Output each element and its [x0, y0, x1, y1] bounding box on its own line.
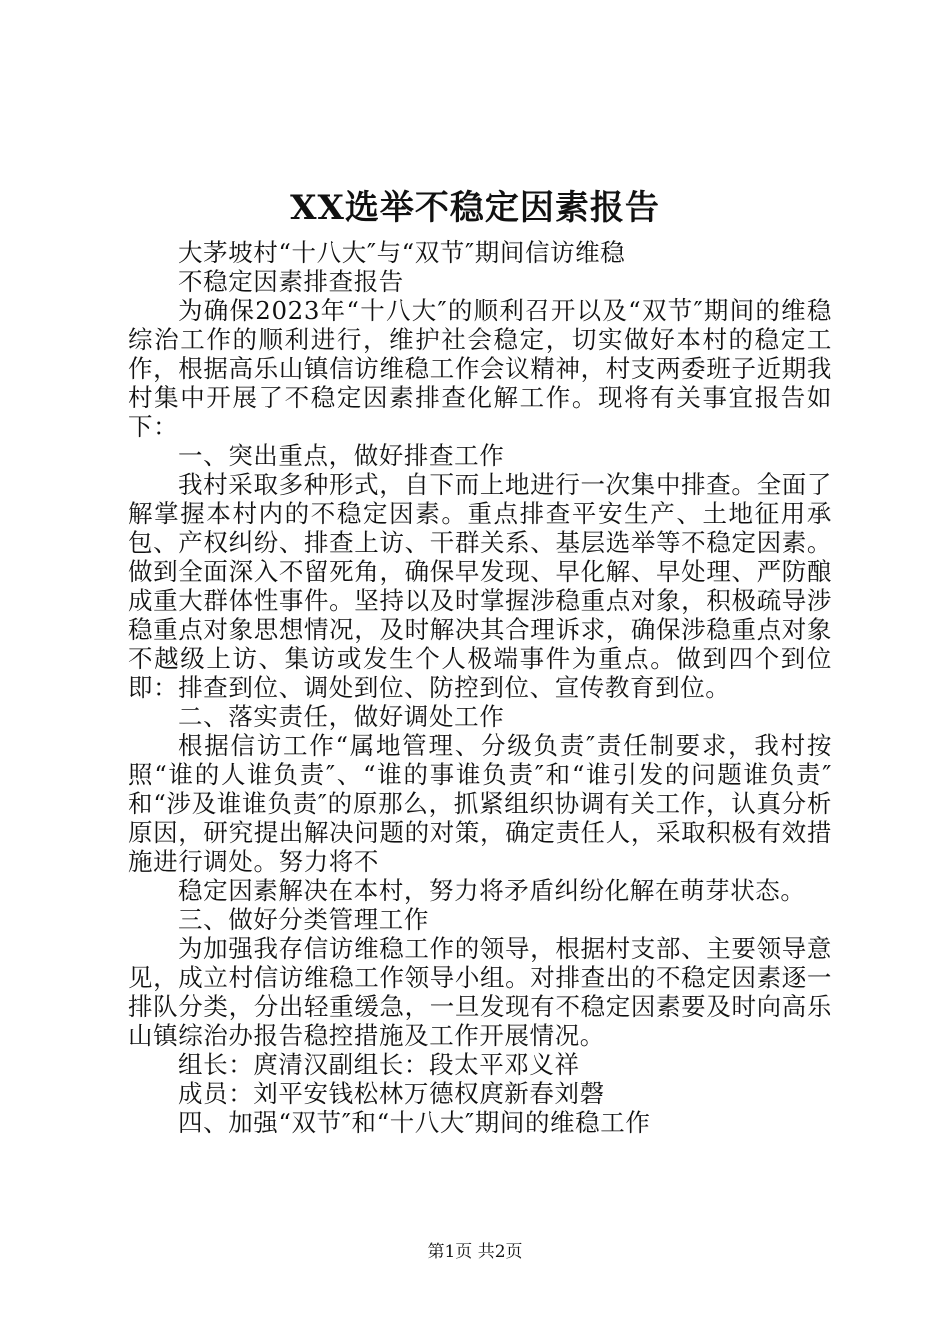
- paragraph-section-3: 为加强我存信访维稳工作的领导，根据村支部、主要领导意见，成立村信访维稳工作领导小组。对排查出的不稳定因素逐一排队分类，分出轻重缓急，一旦发现有不稳定因素要及时向高乐山镇综治办报告稳控措施及工作开展情况。: [128, 934, 832, 1050]
- section-heading-4: 四、加强“双节″和“十八大″期间的维稳工作: [178, 1108, 651, 1137]
- leader-list: 组长：庹清汉副组长：段太平邓义祥: [178, 1050, 580, 1079]
- document-title: XX选举不稳定因素报告: [290, 188, 660, 228]
- document-body: [128, 238, 832, 1137]
- paragraph-section-1: 我村采取多种形式，自下而上地进行一次集中排查。全面了解掌握本村内的不稳定因素。重点排查平安生产、土地征用承包、产权纠纷、排查上访、干群关系、基层选举等不稳定因素。做到全面深入不留死角，确保早发现、早化解、早处理、严防酿成重大群体性事件。坚持以及时掌握涉稳重点对象，积极疏导涉稳重点对象思想情况，及时解决其合理诉求，确保涉稳重点对象不越级上访、集访或发生个人极端事件为重点。做到四个到位即：排查到位、调处到位、防控到位、宣传教育到位。: [128, 470, 832, 702]
- section-heading-2: 二、落实责任，做好调处工作: [178, 702, 505, 731]
- section-heading-1: 一、突出重点，做好排查工作: [178, 441, 505, 470]
- member-list: 成员：刘平安钱松林万德权庹新春刘磬: [178, 1079, 605, 1108]
- paragraph-section-2-continued: 稳定因素解决在本村，努力将矛盾纠纷化解在萌芽状态。: [178, 876, 806, 905]
- paragraph-intro: 为确保2023年“十八大″的顺利召开以及“双节″期间的维稳综治工作的顺利进行，维护社会稳定，切实做好本村的稳定工作，根据高乐山镇信访维稳工作会议精神，村支两委班子近期我村集中开展了不稳定因素排查化解工作。现将有关事宜报告如下：: [128, 296, 832, 441]
- section-heading-3: 三、做好分类管理工作: [178, 905, 429, 934]
- paragraph-heading-line-2: 不稳定因素排查报告: [178, 267, 404, 296]
- page-number: 第1页 共2页: [427, 1242, 523, 1262]
- paragraph-section-2: 根据信访工作“属地管理、分级负责″责任制要求，我村按照“谁的人谁负责″、“谁的事谁负责″和“谁引发的问题谁负责″和“涉及谁谁负责″的原那么，抓紧组织协调有关工作，认真分析原因，研究提出解决问题的对策，确定责任人，采取积极有效措施进行调处。努力将不: [128, 731, 832, 876]
- paragraph-heading-line-1: 大茅坡村“十八大″与“双节″期间信访维稳: [178, 238, 626, 267]
